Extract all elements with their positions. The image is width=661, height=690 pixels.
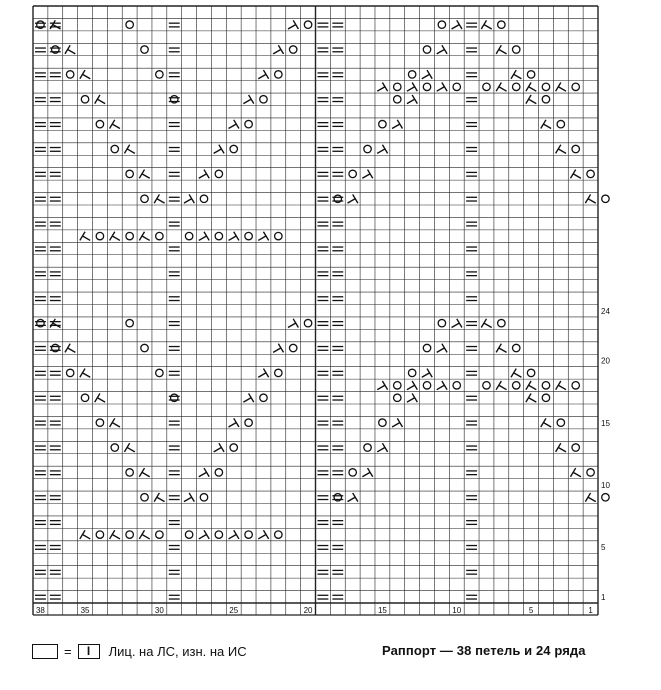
yarn-over-mark	[245, 531, 252, 538]
decrease-mark	[481, 319, 491, 328]
yarn-over-mark	[215, 469, 222, 476]
yarn-over-mark	[126, 232, 133, 239]
yarn-over-mark	[215, 531, 222, 538]
yarn-over-mark	[349, 469, 356, 476]
decrease-mark	[570, 170, 580, 179]
decrease-mark	[407, 393, 417, 402]
yarn-over-mark	[96, 531, 103, 538]
yarn-over-mark	[245, 232, 252, 239]
row-number: 24	[601, 306, 610, 316]
decrease-mark	[377, 443, 387, 452]
yarn-over-mark	[512, 344, 519, 351]
decrease-mark	[437, 344, 447, 353]
yarn-over-mark	[156, 531, 163, 538]
yarn-over-mark	[572, 382, 579, 389]
decrease-mark	[556, 443, 566, 452]
yarn-over-mark	[587, 170, 594, 177]
decrease-mark	[392, 120, 402, 129]
yarn-over-mark	[289, 344, 296, 351]
decrease-mark	[511, 70, 521, 79]
yarn-over-mark	[141, 46, 148, 53]
yarn-over-mark	[453, 83, 460, 90]
yarn-over-mark	[527, 71, 534, 78]
yarn-over-mark	[498, 319, 505, 326]
yarn-over-mark	[200, 494, 207, 501]
decrease-mark	[95, 393, 105, 402]
yarn-over-mark	[423, 382, 430, 389]
yarn-over-mark	[81, 96, 88, 103]
yarn-over-mark	[156, 369, 163, 376]
yarn-over-mark	[423, 83, 430, 90]
decrease-mark	[556, 82, 566, 91]
yarn-over-mark	[527, 369, 534, 376]
decrease-mark	[496, 82, 506, 91]
yarn-over-mark	[126, 531, 133, 538]
decrease-mark	[407, 82, 417, 91]
column-number: 20	[303, 606, 313, 615]
knit-symbol-swatch	[78, 644, 100, 659]
decrease-mark	[570, 468, 580, 477]
yarn-over-mark	[260, 96, 267, 103]
column-number: 30	[154, 606, 164, 615]
empty-cell-swatch	[32, 644, 58, 659]
column-number: 5	[528, 606, 534, 615]
decrease-mark	[139, 530, 149, 539]
rapport-caption: Раппорт — 38 петель и 24 ряда	[382, 643, 586, 658]
decrease-mark	[184, 194, 194, 203]
decrease-mark	[110, 530, 120, 539]
yarn-over-mark	[394, 96, 401, 103]
decrease-mark	[452, 319, 462, 328]
decrease-mark	[199, 530, 209, 539]
yarn-over-mark	[66, 369, 73, 376]
decrease-mark	[229, 120, 239, 129]
decrease-mark	[556, 381, 566, 390]
yarn-over-mark	[260, 394, 267, 401]
decrease-mark	[214, 145, 224, 154]
yarn-over-mark	[512, 382, 519, 389]
decrease-mark	[50, 20, 60, 29]
yarn-over-mark	[394, 382, 401, 389]
yarn-over-mark	[438, 21, 445, 28]
decrease-mark	[229, 418, 239, 427]
decrease-mark	[541, 418, 551, 427]
column-number: 15	[377, 606, 387, 615]
decrease-mark	[95, 95, 105, 104]
decrease-mark	[377, 82, 387, 91]
yarn-over-mark	[275, 531, 282, 538]
row-number: 10	[601, 480, 610, 490]
decrease-mark	[65, 45, 75, 54]
yarn-over-mark	[141, 195, 148, 202]
yarn-over-mark	[275, 71, 282, 78]
yarn-over-mark	[423, 344, 430, 351]
decrease-mark	[377, 145, 387, 154]
yarn-over-mark	[349, 170, 356, 177]
knit-symbol: I	[86, 644, 91, 658]
decrease-mark	[110, 120, 120, 129]
column-number: 38	[35, 606, 45, 615]
yarn-over-mark	[542, 382, 549, 389]
yarn-over-mark	[572, 145, 579, 152]
yarn-over-mark	[141, 344, 148, 351]
yarn-over-mark	[141, 494, 148, 501]
yarn-over-mark	[185, 531, 192, 538]
decrease-mark	[50, 319, 60, 328]
yarn-over-mark	[275, 369, 282, 376]
yarn-over-mark	[156, 232, 163, 239]
row-number: 5	[601, 543, 606, 553]
yarn-over-mark	[96, 232, 103, 239]
decrease-mark	[481, 20, 491, 29]
yarn-over-mark	[215, 232, 222, 239]
decrease-mark	[526, 95, 536, 104]
column-number: 1	[588, 606, 593, 615]
decrease-mark	[243, 95, 253, 104]
decrease-mark	[124, 145, 134, 154]
decrease-mark	[139, 232, 149, 241]
row-number: 1	[601, 592, 606, 602]
decrease-mark	[288, 319, 298, 328]
decrease-mark	[243, 393, 253, 402]
decrease-mark	[110, 418, 120, 427]
yarn-over-mark	[364, 444, 371, 451]
decrease-mark	[199, 232, 209, 241]
decrease-mark	[422, 70, 432, 79]
yarn-over-mark	[81, 394, 88, 401]
decrease-mark	[362, 468, 372, 477]
yarn-over-mark	[156, 71, 163, 78]
decrease-mark	[526, 381, 536, 390]
column-number: 25	[229, 606, 239, 615]
decrease-mark	[407, 381, 417, 390]
decrease-mark	[347, 194, 357, 203]
yarn-over-mark	[483, 382, 490, 389]
decrease-mark	[110, 232, 120, 241]
decrease-mark	[377, 381, 387, 390]
decrease-mark	[541, 120, 551, 129]
decrease-mark	[496, 344, 506, 353]
yarn-over-mark	[438, 319, 445, 326]
decrease-mark	[184, 493, 194, 502]
decrease-mark	[422, 369, 432, 378]
yarn-over-mark	[483, 83, 490, 90]
column-number: 10	[452, 606, 462, 615]
decrease-mark	[258, 232, 268, 241]
yarn-over-mark	[111, 145, 118, 152]
yarn-over-mark	[200, 195, 207, 202]
yarn-over-mark	[304, 21, 311, 28]
decrease-mark	[65, 344, 75, 353]
decrease-mark	[437, 82, 447, 91]
yarn-over-mark	[542, 83, 549, 90]
row-number: 20	[601, 356, 610, 366]
yarn-over-mark	[557, 419, 564, 426]
yarn-over-mark	[498, 21, 505, 28]
decrease-mark	[347, 493, 357, 502]
yarn-over-mark	[275, 232, 282, 239]
yarn-over-mark	[542, 394, 549, 401]
yarn-over-mark	[245, 120, 252, 127]
decrease-mark	[407, 95, 417, 104]
yarn-over-mark	[126, 170, 133, 177]
yarn-over-mark	[572, 444, 579, 451]
legend	[32, 641, 247, 661]
legend-equals: =	[64, 643, 72, 659]
decrease-mark	[452, 20, 462, 29]
yarn-over-mark	[126, 469, 133, 476]
yarn-over-mark	[512, 46, 519, 53]
yarn-over-mark	[379, 120, 386, 127]
yarn-over-mark	[111, 444, 118, 451]
decrease-mark	[80, 530, 90, 539]
yarn-over-mark	[453, 382, 460, 389]
decrease-mark	[80, 232, 90, 241]
yarn-over-mark	[394, 83, 401, 90]
decrease-mark	[80, 369, 90, 378]
yarn-over-mark	[394, 394, 401, 401]
decrease-mark	[288, 20, 298, 29]
yarn-over-mark	[423, 46, 430, 53]
row-number: 15	[601, 418, 610, 428]
decrease-mark	[258, 530, 268, 539]
decrease-mark	[362, 170, 372, 179]
yarn-over-mark	[96, 120, 103, 127]
decrease-mark	[154, 194, 164, 203]
legend-description: Лиц. на ЛС, изн. на ИС	[108, 643, 247, 659]
yarn-over-mark	[126, 21, 133, 28]
decrease-mark	[139, 468, 149, 477]
decrease-mark	[199, 170, 209, 179]
decrease-mark	[199, 468, 209, 477]
decrease-mark	[80, 70, 90, 79]
yarn-over-mark	[542, 96, 549, 103]
yarn-over-mark	[66, 71, 73, 78]
column-number: 35	[80, 606, 90, 615]
decrease-mark	[585, 493, 595, 502]
yarn-over-mark	[304, 319, 311, 326]
decrease-mark	[214, 443, 224, 452]
yarn-over-mark	[96, 419, 103, 426]
yarn-over-mark	[215, 170, 222, 177]
yarn-over-mark	[289, 46, 296, 53]
decrease-mark	[273, 344, 283, 353]
yarn-over-mark	[587, 469, 594, 476]
decrease-mark	[229, 232, 239, 241]
decrease-mark	[229, 530, 239, 539]
yarn-over-mark	[230, 444, 237, 451]
decrease-mark	[392, 418, 402, 427]
yarn-over-mark	[245, 419, 252, 426]
yarn-over-mark	[572, 83, 579, 90]
yarn-over-mark	[379, 419, 386, 426]
decrease-mark	[526, 82, 536, 91]
yarn-over-mark	[408, 369, 415, 376]
yarn-over-mark	[185, 232, 192, 239]
decrease-mark	[124, 443, 134, 452]
yarn-over-mark	[364, 145, 371, 152]
decrease-mark	[258, 70, 268, 79]
decrease-mark	[154, 493, 164, 502]
yarn-over-mark	[512, 83, 519, 90]
yarn-over-mark	[602, 494, 609, 501]
yarn-over-mark	[557, 120, 564, 127]
yarn-over-mark	[602, 195, 609, 202]
decrease-mark	[496, 45, 506, 54]
decrease-mark	[496, 381, 506, 390]
yarn-over-mark	[230, 145, 237, 152]
yarn-over-mark	[126, 319, 133, 326]
decrease-mark	[273, 45, 283, 54]
decrease-mark	[526, 393, 536, 402]
decrease-mark	[437, 45, 447, 54]
yarn-over-mark	[408, 71, 415, 78]
decrease-mark	[511, 369, 521, 378]
decrease-mark	[437, 381, 447, 390]
decrease-mark	[585, 194, 595, 203]
decrease-mark	[258, 369, 268, 378]
decrease-mark	[556, 145, 566, 154]
decrease-mark	[139, 170, 149, 179]
